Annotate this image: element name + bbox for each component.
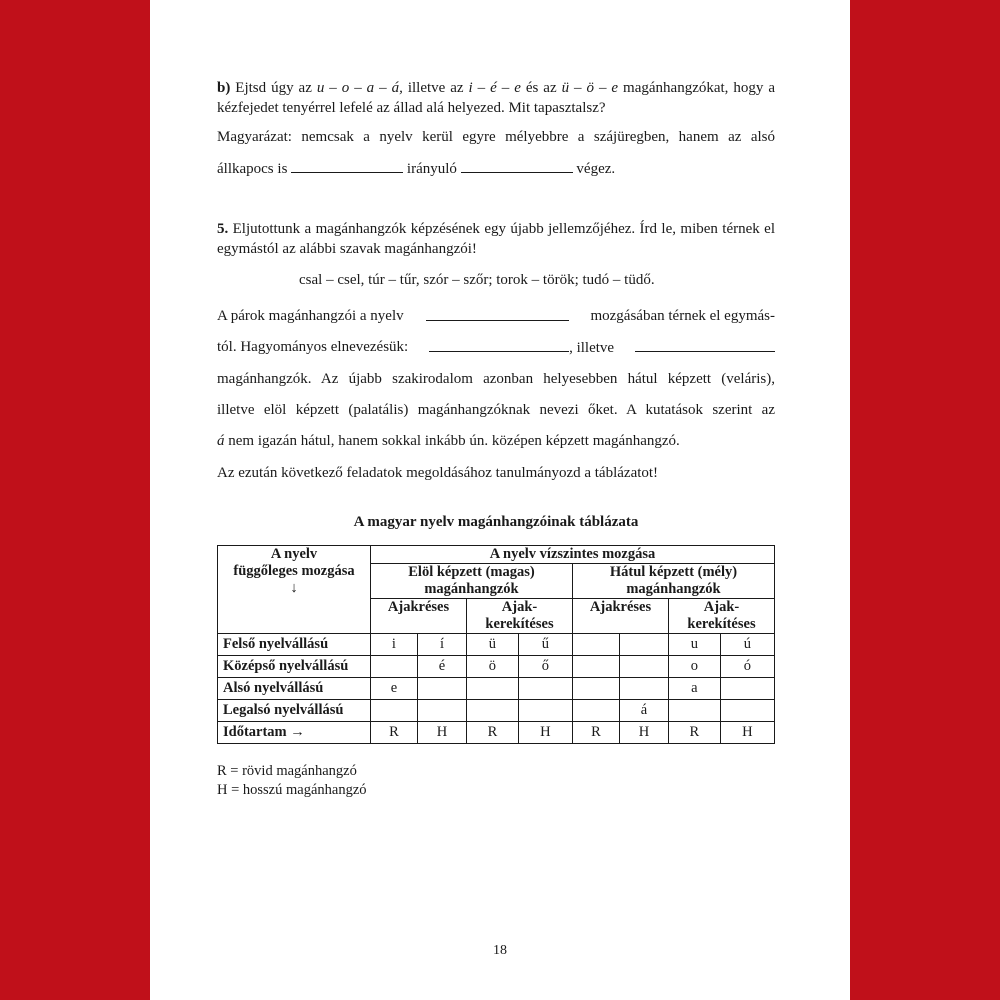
table-row [218,656,775,678]
table-row [218,700,775,722]
vowel-cell: o [669,656,721,678]
page-number: 18 [493,943,507,958]
vowel-cell [619,656,668,678]
vowel-cell: R [467,722,519,744]
fill-in-blank[interactable] [291,158,403,173]
row-label: Alsó nyelvállású [218,678,371,700]
vowel-cell [720,700,774,722]
front-unrounded-header: Ajakréses [371,599,467,634]
task-5-line-5: á nem igazán hátul, hanem sokkal inkább ún. középen képzett magánhangzó. [217,433,680,449]
vowel-cell [417,700,466,722]
vowel-cell: ö [467,656,519,678]
task-5-number: 5. [217,221,229,237]
vowel-cell: H [518,722,572,744]
vowel-cell [417,678,466,700]
example-words: csal – csel, túr – tűr, szór – szőr; torok – török; tudó – tüdő. [299,272,655,288]
table-legend [217,762,775,800]
vowel-cell: H [619,722,668,744]
front-vowels-header: Elöl képzett (magas) magánhangzók [371,564,573,599]
vowel-cell [371,656,418,678]
task-b-paragraph: b) Ejtsd úgy az u – o – a – á, illetve az i – é – e és az ü – ö – e magánhangzókat, hogy a kézfejedet tenyérrel lefelé az állad alá helyezed. Mit tapasztalsz? [217,80,776,116]
vowel-table [217,545,775,744]
task-5-line-4: illetve elöl képzett (palatális) magánhangzóknak nevezi őket. A kutatások szerint az [217,402,775,418]
vowel-cell: i [371,634,418,656]
back-rounded-header: Ajak- kerekítéses [669,599,775,634]
table-title: A magyar nyelv magánhangzóinak táblázata [353,514,639,530]
fill-in-blank[interactable] [426,306,569,321]
vowel-cell: é [417,656,466,678]
vowel-cell: ű [518,634,572,656]
fill-in-blank[interactable] [635,337,775,352]
task-5-intro: 5. Eljutottunk a magánhangzók képzésének egy újabb jellemzőjéhez. Írd le, miben térnek el egymástól az alábbi szavak magánhangzói! [217,221,775,257]
fill-in-blank[interactable] [429,337,569,352]
vowel-cell [467,678,519,700]
fill-in-blank[interactable] [461,158,573,173]
table-row [218,634,775,656]
horizontal-movement-header: A nyelv vízszintes mozgása [371,546,775,564]
down-arrow-icon: ↓ [290,580,298,596]
row-label: Középső nyelvállású [218,656,371,678]
task-b-label: b) [217,80,231,96]
vowel-cell [572,656,619,678]
vowel-cell: R [669,722,721,744]
vowel-cell [572,678,619,700]
vowel-cell [669,700,721,722]
vowel-cell [467,700,519,722]
row-label: Időtartam → [218,722,371,744]
vowel-cell: H [720,722,774,744]
vowel-cell: e [371,678,418,700]
task-5-line-3: magánhangzók. Az újabb szakirodalom azonban helyesebben hátul képzett (veláris), [217,371,775,387]
vowel-cell: u [669,634,721,656]
task-5-line-2: tól. Hagyományos elnevezésük: , illetve [217,337,775,358]
vowel-cell [619,678,668,700]
vowel-cell [572,634,619,656]
front-rounded-header: Ajak- kerekítéses [467,599,573,634]
vowel-cell: H [417,722,466,744]
vowel-cell: R [572,722,619,744]
table-row [218,722,775,744]
vowel-cell [619,634,668,656]
vowel-cell [518,678,572,700]
vowel-cell: á [619,700,668,722]
vowel-cell [720,678,774,700]
back-vowels-header: Hátul képzett (mély) magánhangzók [572,564,774,599]
task-5-line-1: A párok magánhangzói a nyelv mozgásában térnek el egymás- [217,308,775,324]
page-content [217,78,775,800]
back-unrounded-header: Ajakréses [572,599,668,634]
explanation-line-2: állkapocs is irányuló végez. [217,158,775,179]
vowel-cell: ú [720,634,774,656]
vowel-cell: R [371,722,418,744]
row-label: Felső nyelvállású [218,634,371,656]
vowel-cell: ü [467,634,519,656]
table-instruction: Az ezután következő feladatok megoldásához tanulmányozd a táblázatot! [217,465,659,481]
vowel-cell: a [669,678,721,700]
vowel-cell [572,700,619,722]
legend-long: H = hosszú magánhangzó [217,782,367,798]
table-row [218,678,775,700]
vowel-cell [518,700,572,722]
vowel-table-body [218,634,775,744]
vowel-cell [371,700,418,722]
vowel-cell: ó [720,656,774,678]
explanation-line-1: Magyarázat: nemcsak a nyelv kerül egyre mélyebbre a szájüregben, hanem az alsó [217,129,775,145]
vowel-cell: í [417,634,466,656]
row-label: Legalsó nyelvállású [218,700,371,722]
book-page [150,0,850,1000]
vowel-cell: ő [518,656,572,678]
legend-short: R = rövid magánhangzó [217,763,357,779]
table-corner-header: A nyelv függőleges mozgása ↓ [218,546,371,634]
